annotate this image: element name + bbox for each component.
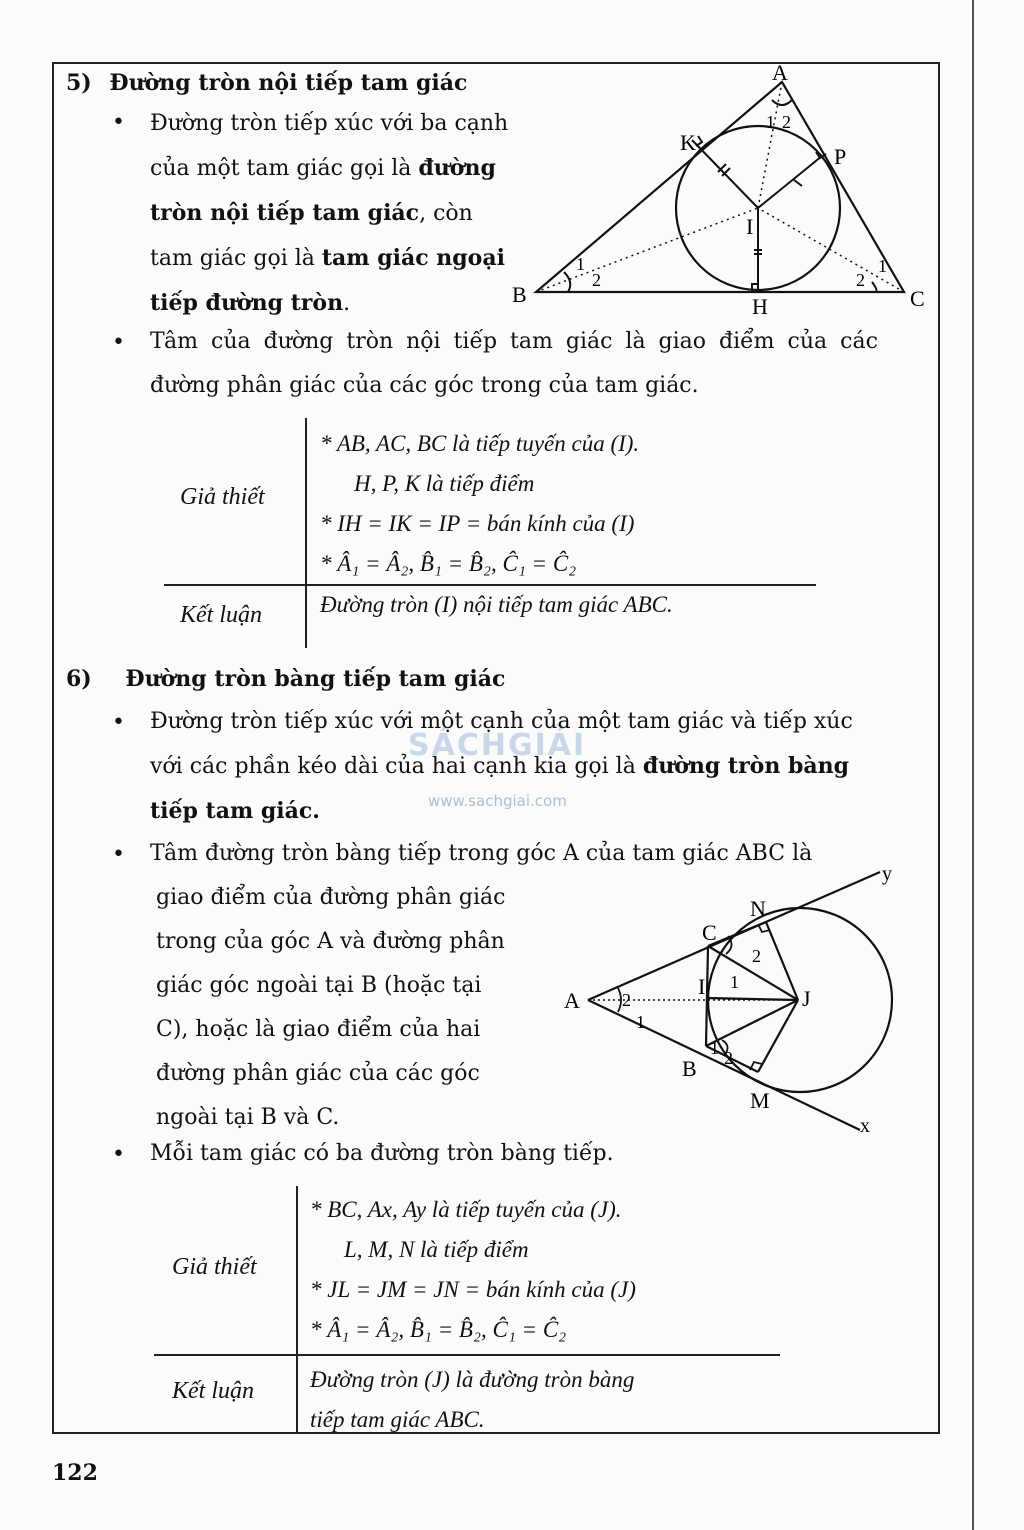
point-h-label: H (752, 294, 768, 319)
ray-y-label: y (882, 863, 892, 885)
text-line: tam giác gọi là tam giác ngoại (150, 245, 505, 271)
page-number: 122 (52, 1460, 98, 1486)
text-line: C), hoặc là giao điểm của hai (156, 1017, 481, 1042)
vertex-a-label: A (564, 988, 580, 1013)
point-i-label: I (746, 214, 754, 239)
table-6-kl-content (310, 1360, 634, 1440)
vertex-b-label: B (512, 282, 527, 307)
gt-line: * JL = JM = JN = bán kính của (J) (310, 1277, 636, 1302)
angle-a2-label: 2 (782, 112, 791, 132)
gt-line: L, M, N là tiếp điểm (344, 1237, 529, 1262)
table-5-divider-horizontal (164, 584, 816, 586)
watermark-logo: SÁCHGIẢI (408, 728, 587, 763)
point-j-label: J (802, 986, 811, 1011)
angle-b1-label: 1 (710, 1038, 719, 1058)
gt-line: * BC, Ax, Ay là tiếp tuyến của (J). (310, 1197, 622, 1222)
text-line: tiếp tam giác. (150, 798, 320, 824)
point-k-label: K (680, 130, 696, 155)
section-6-bullet-3: Mỗi tam giác có ba đường tròn bàng tiếp. (150, 1141, 614, 1166)
text-line: đường phân giác của các góc (156, 1061, 480, 1086)
section-6-bullet-2-rest (156, 876, 556, 1140)
table-6-gt-content (310, 1190, 636, 1350)
angle-b2-label: 2 (724, 1048, 733, 1068)
angle-c1-label: 1 (730, 972, 739, 992)
vertex-b-label: B (682, 1056, 697, 1081)
text-line: trong của góc A và đường phân (156, 929, 505, 954)
bullet-dot: • (112, 1142, 125, 1167)
section-5-heading (66, 70, 467, 96)
section-5-title: Đường tròn nội tiếp tam giác (109, 70, 468, 96)
bullet-dot: • (112, 330, 125, 355)
angle-b1-label: 1 (576, 254, 585, 274)
angle-a1-label: 1 (766, 112, 775, 132)
table-5-gt-content (320, 424, 639, 584)
radius-jn (766, 922, 798, 1000)
table-6-divider-vertical (296, 1186, 298, 1432)
point-i-label: I (698, 974, 706, 999)
text-line: Đường tròn tiếp xúc với ba cạnh (150, 111, 509, 136)
angle-b2-label: 2 (592, 270, 601, 290)
table-5-kl-label: Kết luận (180, 602, 262, 628)
bullet-dot: • (112, 110, 125, 135)
vertex-a-label: A (772, 60, 788, 85)
point-p-label: P (834, 144, 847, 169)
segment-bc (706, 946, 708, 1046)
text-line: tiếp đường tròn. (150, 290, 351, 316)
kl-line: Đường tròn (J) là đường tròn bàng (310, 1367, 635, 1392)
text-line: ngoài tại B và C. (156, 1105, 340, 1130)
page-edge-rule (972, 0, 974, 1530)
vertex-c-label: C (910, 286, 925, 311)
vertex-c-label: C (702, 920, 717, 945)
gt-line: * IH = IK = IP = bán kính của (I) (320, 511, 635, 536)
gt-line: * Â₁ = Â₂, B̂₁ = B̂₂, Ĉ₁ = Ĉ₂ (310, 1317, 567, 1342)
watermark-url: www.sachgiai.com (428, 792, 567, 810)
text-line: giác góc ngoài tại B (hoặc tại (156, 973, 482, 998)
table-6-gt-label: Giả thiết (172, 1254, 257, 1280)
angle-a1-label: 1 (636, 1012, 645, 1032)
angle-c2-label: 2 (752, 946, 761, 966)
text-line: với các phần kéo dài của hai cạnh kia gọi là đường tròn bàng (150, 753, 850, 779)
text-line: tròn nội tiếp tam giác, còn (150, 200, 473, 226)
section-6-bullet-1 (150, 700, 930, 833)
table-5-gt-label: Giả thiết (180, 484, 265, 510)
section-5-bullet-1 (150, 102, 550, 326)
angle-a2-label: 2 (622, 990, 631, 1010)
kl-line: tiếp tam giác ABC. (310, 1407, 485, 1432)
text-line: đường phân giác của các góc trong của tam giác. (150, 373, 699, 398)
bullet-dot: • (112, 710, 125, 735)
section-6-number: 6) (66, 666, 92, 692)
gt-line: * Â₁ = Â₂, B̂₁ = B̂₂, Ĉ₁ = Ĉ₂ (320, 551, 577, 576)
table-6-divider-horizontal (154, 1354, 780, 1356)
section-5-number: 5) (66, 70, 92, 96)
point-m-label: M (750, 1088, 770, 1113)
table-5-divider-vertical (305, 418, 307, 648)
section-6-title: Đường tròn bàng tiếp tam giác (125, 666, 506, 692)
ray-x-label: x (860, 1115, 870, 1137)
angle-c2-label: 2 (856, 270, 865, 290)
text-line: của một tam giác gọi là đường (150, 155, 496, 181)
triangle-abc (536, 82, 904, 292)
radius-ip (758, 156, 822, 208)
section-6-bullet-2-first-line: Tâm đường tròn bàng tiếp trong góc A của tam giác ABC là (150, 841, 813, 866)
section-6-heading (66, 666, 505, 692)
bullet-dot: • (112, 842, 125, 867)
section-5-bullet-2 (150, 320, 940, 408)
excircle-figure (560, 850, 940, 1150)
incircle-figure (500, 60, 940, 320)
text-line: Đường tròn tiếp xúc với một cạnh của một tam giác và tiếp xúc (150, 709, 853, 734)
gt-line: * AB, AC, BC là tiếp tuyến của (I). (320, 431, 640, 456)
angle-c1-label: 1 (878, 256, 887, 276)
table-5-kl-content: Đường tròn (I) nội tiếp tam giác ABC. (320, 592, 673, 617)
table-6-kl-label: Kết luận (172, 1378, 254, 1404)
gt-line: H, P, K là tiếp điểm (354, 471, 535, 496)
point-n-label: N (750, 896, 766, 921)
text-line: giao điểm của đường phân giác (156, 885, 506, 910)
text-line: Tâm của đường tròn nội tiếp tam giác là giao điểm của các (150, 329, 878, 354)
